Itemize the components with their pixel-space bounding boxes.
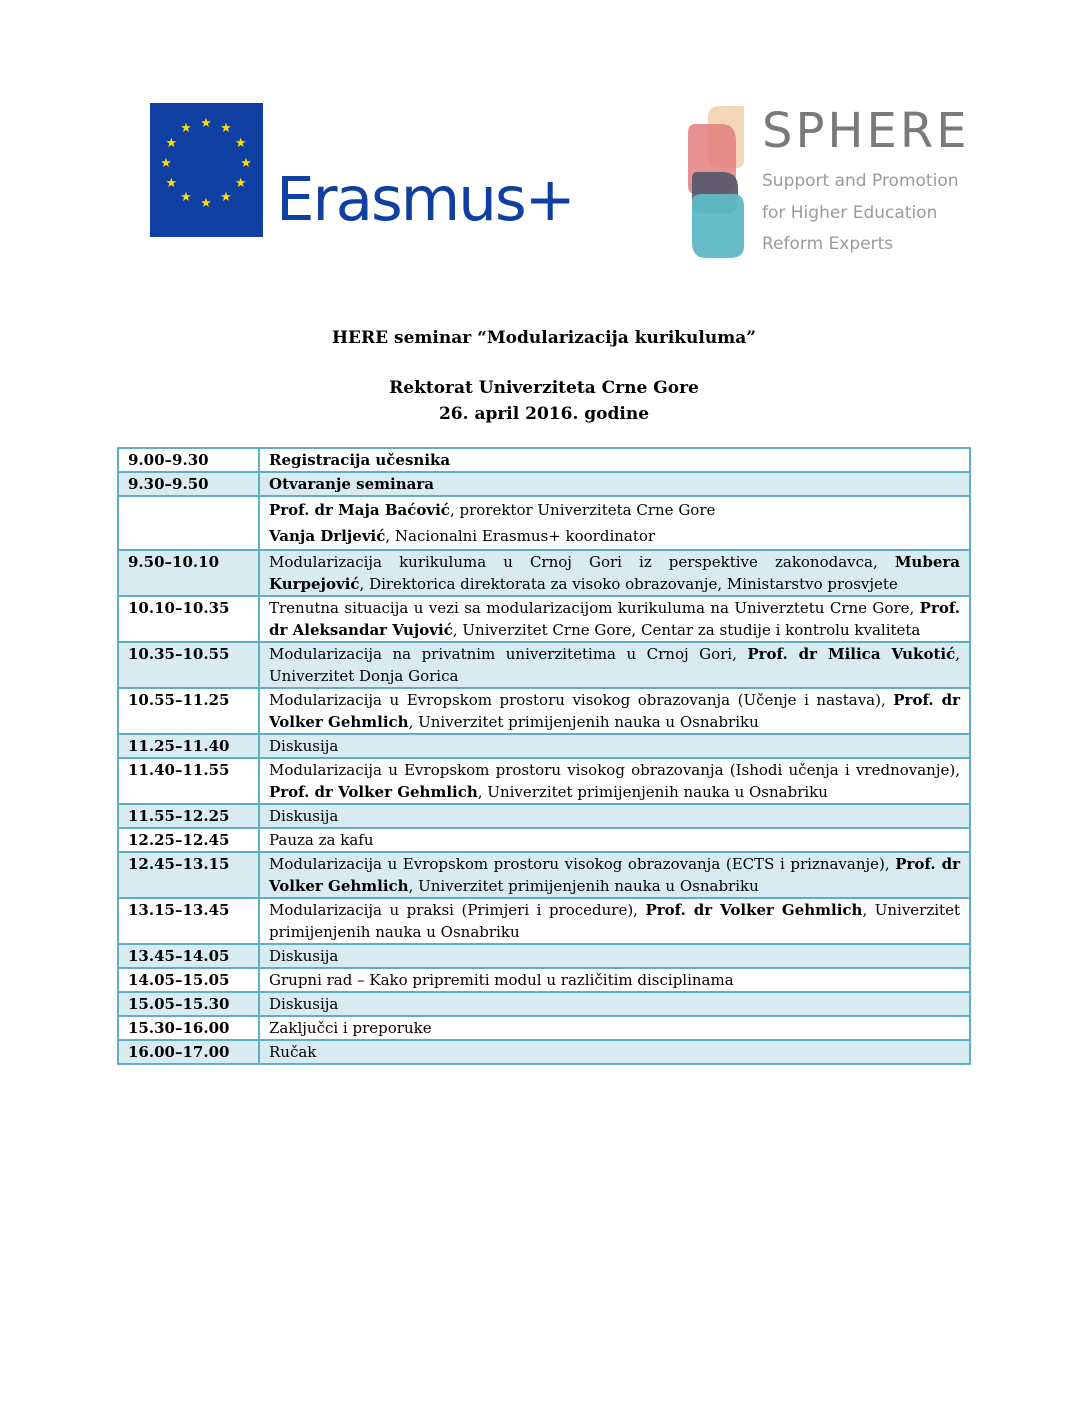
eu-star-icon: ★ xyxy=(220,190,232,206)
agenda-row xyxy=(118,1016,970,1040)
agenda-time: 11.25–11.40 xyxy=(118,734,259,758)
agenda-text: Modularizacija u Evropskom prostoru visokog obrazovanja (ECTS i priznavanje), xyxy=(269,855,896,873)
agenda-description xyxy=(259,642,970,688)
agenda-row xyxy=(118,898,970,944)
agenda-time: 12.25–12.45 xyxy=(118,828,259,852)
agenda-text: Pauza za kafu xyxy=(269,831,374,849)
sphere-tagline-2: for Higher Education xyxy=(762,203,938,223)
agenda-text: , Univerzitet primijenjenih nauka u Osnabriku xyxy=(477,783,828,801)
agenda-table xyxy=(117,447,971,1065)
speaker-name: Prof. dr Volker Gehmlich xyxy=(269,691,960,731)
agenda-description xyxy=(259,852,970,898)
agenda-time: 14.05–15.05 xyxy=(118,968,259,992)
erasmus-plus-logo xyxy=(150,102,574,242)
eu-star-icon: ★ xyxy=(180,190,192,206)
agenda-time: 11.40–11.55 xyxy=(118,758,259,804)
agenda-text: , Univerzitet primijenjenih nauka u Osnabriku xyxy=(408,713,759,731)
agenda-text: , Univerzitet primijenjenih nauka u Osnabriku xyxy=(408,877,759,895)
eu-star-icon: ★ xyxy=(160,155,172,171)
speaker-name: Vanja Drljević xyxy=(269,527,386,545)
agenda-description xyxy=(259,596,970,642)
agenda-row xyxy=(118,804,970,828)
agenda-time: 13.45–14.05 xyxy=(118,944,259,968)
agenda-description xyxy=(259,1040,970,1064)
agenda-time xyxy=(118,496,259,550)
agenda-time: 15.30–16.00 xyxy=(118,1016,259,1040)
agenda-time: 10.35–10.55 xyxy=(118,642,259,688)
agenda-row xyxy=(118,642,970,688)
agenda-text: , Univerzitet primijenjenih nauka u Osnabriku xyxy=(269,901,960,941)
agenda-text: , Univerzitet Donja Gorica xyxy=(269,645,961,685)
agenda-row xyxy=(118,496,970,550)
agenda-text: Diskusija xyxy=(269,947,339,965)
agenda-text: , Direktorica direktorata za visoko obrazovanje, Ministarstvo prosvjete xyxy=(359,575,898,593)
agenda-text: Diskusija xyxy=(269,807,339,825)
agenda-description xyxy=(259,688,970,734)
agenda-row xyxy=(118,596,970,642)
agenda-time: 12.45–13.15 xyxy=(118,852,259,898)
agenda-table-body xyxy=(118,448,970,1064)
agenda-text: Ručak xyxy=(269,1043,317,1061)
agenda-text: , Nacionalni Erasmus+ koordinator xyxy=(385,527,656,545)
speaker-name: Registracija učesnika xyxy=(269,451,451,469)
agenda-time: 10.10–10.35 xyxy=(118,596,259,642)
agenda-time: 9.00–9.30 xyxy=(118,448,259,472)
agenda-line xyxy=(269,497,960,523)
speaker-name: Prof. dr Milica Vukotić xyxy=(747,645,956,663)
agenda-time: 13.15–13.45 xyxy=(118,898,259,944)
speaker-name: Prof. dr Volker Gehmlich xyxy=(269,855,960,895)
eu-star-icon: ★ xyxy=(240,155,252,171)
agenda-description xyxy=(259,992,970,1016)
eu-flag-icon xyxy=(150,103,263,237)
eu-star-icon: ★ xyxy=(200,195,212,211)
agenda-text: Modularizacija u praksi (Primjeri i procedure), xyxy=(269,901,646,919)
eu-star-icon: ★ xyxy=(165,175,178,191)
agenda-row xyxy=(118,828,970,852)
seminar-date: 26. april 2016. godine xyxy=(438,404,650,424)
agenda-description xyxy=(259,944,970,968)
agenda-time: 10.55–11.25 xyxy=(118,688,259,734)
sphere-tagline-3: Reform Experts xyxy=(762,234,894,254)
speaker-name: Prof. dr Volker Gehmlich xyxy=(645,901,863,919)
seminar-venue: Rektorat Univerziteta Crne Gore xyxy=(389,378,699,398)
eu-star-icon: ★ xyxy=(200,115,212,131)
agenda-description xyxy=(259,1016,970,1040)
sphere-wordmark: SPHERE xyxy=(762,103,970,159)
agenda-description xyxy=(259,898,970,944)
sphere-tagline-1: Support and Promotion xyxy=(762,171,959,191)
sphere-mark-icon xyxy=(682,102,752,262)
agenda-line xyxy=(269,523,960,549)
agenda-text: Modularizacija na privatnim univerzitetima u Crnoj Gori, xyxy=(269,645,748,663)
speaker-name: Otvaranje seminara xyxy=(269,475,434,493)
agenda-text: , Univerzitet Crne Gore, Centar za studije i kontrolu kvaliteta xyxy=(452,621,921,639)
eu-star-icon: ★ xyxy=(234,175,247,191)
agenda-text: , prorektor Univerziteta Crne Gore xyxy=(449,501,716,519)
agenda-row xyxy=(118,1040,970,1064)
agenda-description xyxy=(259,828,970,852)
agenda-description xyxy=(259,496,970,550)
speaker-name: Mubera Kurpejović xyxy=(269,553,960,593)
agenda-row xyxy=(118,448,970,472)
agenda-row xyxy=(118,758,970,804)
agenda-description xyxy=(259,734,970,758)
agenda-text: Diskusija xyxy=(269,737,339,755)
agenda-time: 9.50–10.10 xyxy=(118,550,259,596)
agenda-time: 11.55–12.25 xyxy=(118,804,259,828)
agenda-text: Zaključci i preporuke xyxy=(269,1019,432,1037)
agenda-row xyxy=(118,550,970,596)
agenda-text: Trenutna situacija u vezi sa modularizacijom kurikuluma na Univerztetu Crne Gore, xyxy=(269,599,920,617)
sphere-logo xyxy=(682,102,972,262)
agenda-row xyxy=(118,472,970,496)
agenda-text: Modularizacija u Evropskom prostoru visokog obrazovanja (Učenje i nastava), xyxy=(269,691,894,709)
speaker-name: Prof. dr Aleksandar Vujović xyxy=(269,599,960,639)
agenda-text: Diskusija xyxy=(269,995,339,1013)
agenda-description xyxy=(259,550,970,596)
agenda-row xyxy=(118,688,970,734)
agenda-time: 16.00–17.00 xyxy=(118,1040,259,1064)
eu-star-icon: ★ xyxy=(165,135,178,151)
agenda-description xyxy=(259,448,970,472)
agenda-row xyxy=(118,734,970,758)
eu-star-icon: ★ xyxy=(234,135,247,151)
speaker-name: Prof. dr Maja Baćović xyxy=(269,501,450,519)
seminar-title: HERE seminar “Modularizacija kurikuluma” xyxy=(331,328,757,348)
agenda-text: Grupni rad – Kako pripremiti modul u različitim disciplinama xyxy=(269,971,734,989)
agenda-text: Modularizacija u Evropskom prostoru visokog obrazovanja (Ishodi učenja i vrednovanje), xyxy=(269,761,960,779)
agenda-description xyxy=(259,804,970,828)
agenda-row xyxy=(118,992,970,1016)
agenda-row xyxy=(118,852,970,898)
agenda-description xyxy=(259,472,970,496)
erasmus-logo-wordmark: Erasmus+ xyxy=(276,164,574,235)
agenda-description xyxy=(259,758,970,804)
agenda-text: Modularizacija kurikuluma u Crnoj Gori iz perspektive zakonodavca, xyxy=(269,553,895,571)
speaker-name: Prof. dr Volker Gehmlich xyxy=(269,783,478,801)
agenda-row xyxy=(118,968,970,992)
agenda-description xyxy=(259,968,970,992)
agenda-time: 15.05–15.30 xyxy=(118,992,259,1016)
eu-star-icon: ★ xyxy=(180,120,192,136)
agenda-row xyxy=(118,944,970,968)
agenda-time: 9.30–9.50 xyxy=(118,472,259,496)
eu-star-icon: ★ xyxy=(220,120,232,136)
